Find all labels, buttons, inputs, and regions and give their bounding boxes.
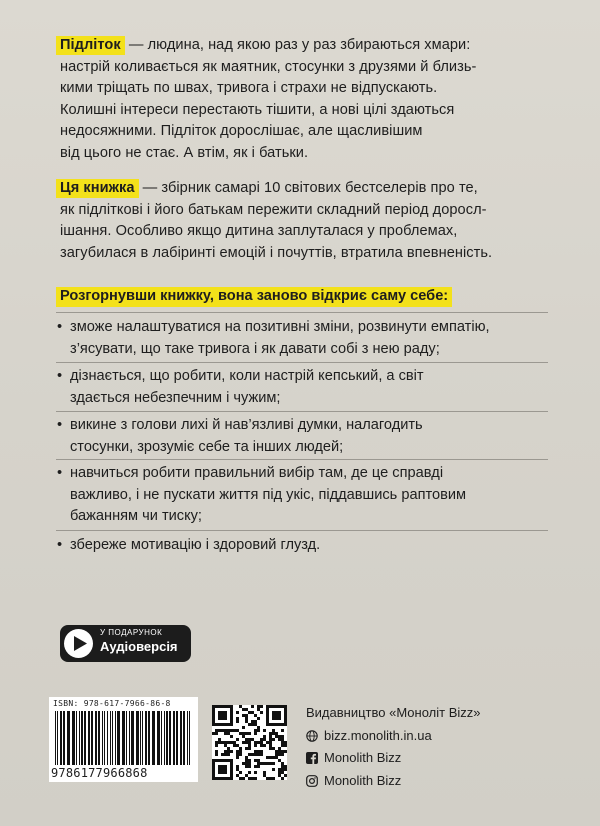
list-item-line: викине з голови лихі й нав’язливі думки, налагодить [70,417,423,433]
qr-module [257,759,260,762]
barcode-number: 9786177966868 [51,766,148,780]
qr-module [278,738,281,741]
divider [56,411,548,412]
barcode-bar [142,711,143,765]
barcode-bar [166,711,168,765]
qr-module [260,750,263,753]
barcode-bar [102,711,103,765]
qr-module [227,753,230,756]
bullet-dot: • [57,537,63,553]
qr-module [245,747,248,750]
qr-module [251,711,254,714]
qr-module [278,768,281,771]
barcode-bar [91,711,93,765]
barcode-bar [187,711,188,765]
qr-module [272,762,275,765]
qr-module [218,711,227,720]
qr-module [278,771,281,774]
qr-module [239,753,242,756]
barcode-bar [67,711,70,765]
barcode-bar [72,711,75,765]
qr-module [251,705,254,708]
qr-module [260,711,263,714]
qr-module [245,717,248,720]
qr-module [236,744,239,747]
qr-module [272,729,275,732]
barcode-bars [53,711,194,765]
qr-module [257,750,260,753]
qr-module [263,729,266,732]
qr-module [239,747,242,750]
qr-module [260,741,263,744]
qr-module [281,741,284,744]
qr-module [263,744,266,747]
qr-module [272,756,275,759]
qr-module [254,729,257,732]
barcode [49,697,198,782]
qr-module [236,768,239,771]
qr-module [248,738,251,741]
qr-module [245,756,248,759]
publisher-facebook: Monolith Bizz [324,750,402,765]
qr-module [245,720,248,723]
qr-module [269,741,272,744]
barcode-bar [115,711,116,765]
publisher-website: bizz.monolith.in.ua [324,727,432,743]
list-item-line: важливо, і не пускати життя під укіс, піддавшись раптовим [70,486,467,503]
globe-icon [306,730,318,742]
qr-module [215,732,218,735]
barcode-bar [104,711,105,765]
barcode-bar [180,711,182,765]
qr-module [263,771,266,774]
intro-highlight: Підліток [56,36,125,55]
qr-module [257,708,260,711]
qr-module [284,768,287,771]
qr-module [215,729,218,732]
qr-module [242,762,245,765]
barcode-bar [122,711,125,765]
qr-module [215,753,218,756]
qr-module [242,741,245,744]
qr-module [245,714,248,717]
about-line: загубилася в лабіринті емоцій і почуттів, втратила впевненість. [60,244,493,261]
lead-heading: Розгорнувши книжку, вона заново відкриє саму себе: [56,287,452,307]
qr-module [272,711,281,720]
qr-module [251,753,254,756]
list-item-line: зможе налаштуватися на позитивні зміни, розвинути емпатію, [70,319,490,335]
qr-module [272,777,275,780]
intro-paragraph [60,35,550,164]
list-item [57,415,550,458]
qr-module [254,723,257,726]
intro-line: — людина, над якою раз у раз збираються хмари: [128,37,471,53]
qr-module [254,753,257,756]
qr-module [257,741,260,744]
barcode-bar [84,711,86,765]
qr-module [236,750,239,753]
qr-module [281,744,284,747]
qr-module [254,744,257,747]
qr-module [284,765,287,768]
qr-module [257,765,260,768]
qr-module [257,717,260,720]
barcode-bar [57,711,58,765]
qr-module [233,729,236,732]
qr-module [269,747,272,750]
list-item [57,317,550,360]
facebook-icon [306,752,318,764]
publisher-instagram-row[interactable] [306,770,480,793]
publisher-website-row[interactable] [306,725,480,748]
about-highlight: Ця книжка [56,179,139,198]
qr-module [269,756,272,759]
barcode-bar [98,711,100,765]
list-item [57,463,550,528]
qr-module [236,729,239,732]
qr-module [260,762,263,765]
qr-module [284,744,287,747]
bullet-dot: • [57,465,63,481]
barcode-bar [136,711,139,765]
qr-module [284,774,287,777]
qr-module [236,774,239,777]
publisher-facebook-row[interactable] [306,747,480,770]
qr-module [239,750,242,753]
qr-module [263,762,266,765]
qr-module [218,738,221,741]
qr-module [281,777,284,780]
qr-module [215,741,218,744]
qr-module [227,747,230,750]
barcode-bar [126,711,127,765]
qr-module [272,768,275,771]
qr-module [227,729,230,732]
list-item-line: стосунки, зрозуміє себе та інших людей; [70,438,344,455]
qr-module [215,750,218,753]
qr-module [254,732,257,735]
qr-module [224,741,227,744]
barcode-bar [131,711,134,765]
about-line: — збірник самарі 10 світових бестселерів про те, [142,180,478,196]
qr-module [218,729,221,732]
list-item [57,535,550,557]
qr-module [281,765,284,768]
barcode-bar [145,711,147,765]
qr-module [245,738,248,741]
qr-module [269,777,272,780]
qr-module [281,738,284,741]
qr-module [260,753,263,756]
qr-module [248,759,251,762]
barcode-bar [55,711,56,765]
qr-module [281,750,284,753]
list-item-line: дізнається, що робити, коли настрій кепський, а світ [70,368,424,384]
barcode-bar [129,711,130,765]
qr-module [248,723,251,726]
publisher-instagram: Monolith Bizz [324,772,402,788]
qr-module [245,762,248,765]
intro-line: від цього не стає. А втім, як і батьки. [60,144,309,161]
qr-module [233,744,236,747]
qr-module [218,741,221,744]
barcode-bar [81,711,83,765]
barcode-bar [63,711,65,765]
qr-module [242,714,245,717]
qr-module [281,729,284,732]
qr-module [248,771,251,774]
barcode-bar [148,711,150,765]
divider [56,530,548,531]
qr-module [245,732,248,735]
qr-module [215,744,218,747]
qr-module [275,750,278,753]
intro-line: Колишні інтереси перестають тішити, а нові цілі здаються [60,101,455,118]
qr-module [257,753,260,756]
qr-module [245,759,248,762]
qr-module [248,747,251,750]
qr-module [254,720,257,723]
qr-module [248,744,251,747]
barcode-bar [107,711,108,765]
intro-line: кими тріщать по швах, тривога і страхи не відпускають. [60,80,438,96]
qr-module [224,753,227,756]
list-item-line: з’ясувати, що таке тривога і як давати собі з нею раду; [70,340,440,357]
qr-module [239,771,242,774]
qr-module [254,771,257,774]
qr-module [278,753,281,756]
barcode-bar [79,711,80,765]
qr-module [236,720,239,723]
qr-module [257,726,260,729]
qr-code [212,705,287,780]
audio-badge-caption: У ПОДАРУНОК [100,628,163,637]
isbn-text: ISBN: 978-617-7966-86-8 [53,699,171,708]
barcode-bar [76,711,77,765]
qr-module [281,768,284,771]
intro-line: недосяжними. Підліток дорослішає, але щасливішим [60,123,423,139]
qr-module [242,726,245,729]
barcode-bar [157,711,160,765]
qr-module [269,735,272,738]
audio-version-badge[interactable] [60,625,191,662]
publisher-info [306,702,480,792]
qr-module [242,708,245,711]
about-line: як підліткові і його батькам пережити складний період доросл- [60,201,487,218]
list-item [57,366,550,409]
barcode-bar [164,711,165,765]
qr-module [245,774,248,777]
qr-module [254,750,257,753]
qr-module [269,744,272,747]
qr-module [227,741,230,744]
qr-module [263,735,266,738]
bullet-dot: • [57,368,63,384]
qr-module [218,765,227,774]
divider [56,459,548,460]
list-item-line: збереже мотивацію і здоровий глузд. [70,537,321,553]
about-line: ішання. Особливо якщо дитина заплуталася у проблемах, [60,223,458,239]
qr-module [257,729,260,732]
qr-module [236,765,239,768]
intro-line: настрій коливається як маятник, стосунки з друзями й близь- [60,58,477,75]
qr-module [248,741,251,744]
barcode-bar [110,711,111,765]
qr-module [248,765,251,768]
barcode-bar [161,711,162,765]
qr-module [242,777,245,780]
qr-module [257,705,260,708]
qr-module [236,738,239,741]
qr-module [260,738,263,741]
qr-module [230,729,233,732]
barcode-bar [183,711,185,765]
qr-module [245,765,248,768]
qr-module [278,735,281,738]
qr-module [278,759,281,762]
qr-module [230,750,233,753]
qr-module [245,741,248,744]
qr-module [272,732,275,735]
qr-module [257,762,260,765]
barcode-bar [169,711,171,765]
qr-module [284,741,287,744]
list-item-line: здається небезпечним і чужим; [70,389,281,406]
qr-module [275,753,278,756]
qr-module [236,753,239,756]
bullet-dot: • [57,417,63,433]
barcode-bar [140,711,141,765]
qr-module [269,732,272,735]
qr-module [266,741,269,744]
qr-module [260,705,263,708]
qr-module [275,735,278,738]
qr-module [281,762,284,765]
list-item-line: навчиться робити правильний вибір там, де це справді [70,465,444,481]
qr-module [278,774,281,777]
qr-module [239,777,242,780]
qr-module [269,738,272,741]
qr-module [221,753,224,756]
qr-module [254,741,257,744]
barcode-bar [189,711,190,765]
qr-module [272,738,275,741]
qr-module [251,777,254,780]
qr-module [227,732,230,735]
qr-module [263,738,266,741]
instagram-icon [306,775,318,787]
qr-module [284,750,287,753]
qr-module [266,762,269,765]
qr-module [251,738,254,741]
qr-module [272,747,275,750]
qr-module [266,777,269,780]
qr-module [224,732,227,735]
qr-module [230,741,233,744]
qr-module [281,771,284,774]
qr-module [236,756,239,759]
qr-module [236,711,239,714]
qr-module [230,735,233,738]
qr-module [224,750,227,753]
qr-module [251,720,254,723]
qr-module [248,732,251,735]
barcode-bar [88,711,90,765]
qr-module [254,765,257,768]
qr-module [254,777,257,780]
qr-module [239,732,242,735]
qr-module [221,741,224,744]
qr-module [275,732,278,735]
publisher-name: Видавництво «Моноліт Bizz» [306,705,481,720]
qr-module [236,717,239,720]
divider [56,312,548,313]
barcode-bar [95,711,97,765]
about-paragraph [60,178,550,264]
qr-module [224,729,227,732]
qr-module [281,753,284,756]
barcode-bar [60,711,62,765]
barcode-bar [176,711,178,765]
qr-module [275,756,278,759]
qr-module [239,705,242,708]
qr-module [269,762,272,765]
barcode-bar [152,711,155,765]
qr-module [254,759,257,762]
play-icon [64,629,93,658]
qr-module [254,714,257,717]
qr-module [242,732,245,735]
qr-module [233,741,236,744]
qr-module [260,744,263,747]
qr-module [266,756,269,759]
qr-module [251,723,254,726]
qr-module [245,708,248,711]
barcode-bar [173,711,175,765]
qr-module [248,711,251,714]
qr-module [278,747,281,750]
qr-module [227,750,230,753]
audio-badge-title: Аудіоверсія [100,639,178,654]
qr-module [242,735,245,738]
qr-module [221,729,224,732]
qr-module [248,777,251,780]
qr-module [224,744,227,747]
qr-module [212,732,215,735]
bullet-dot: • [57,319,63,335]
barcode-bar [117,711,120,765]
qr-module [281,735,284,738]
qr-module [278,750,281,753]
divider [56,362,548,363]
barcode-bar [112,711,113,765]
qr-module [248,753,251,756]
qr-module [248,762,251,765]
qr-module [263,774,266,777]
list-item-line: бажанням чи тиску; [70,508,202,524]
